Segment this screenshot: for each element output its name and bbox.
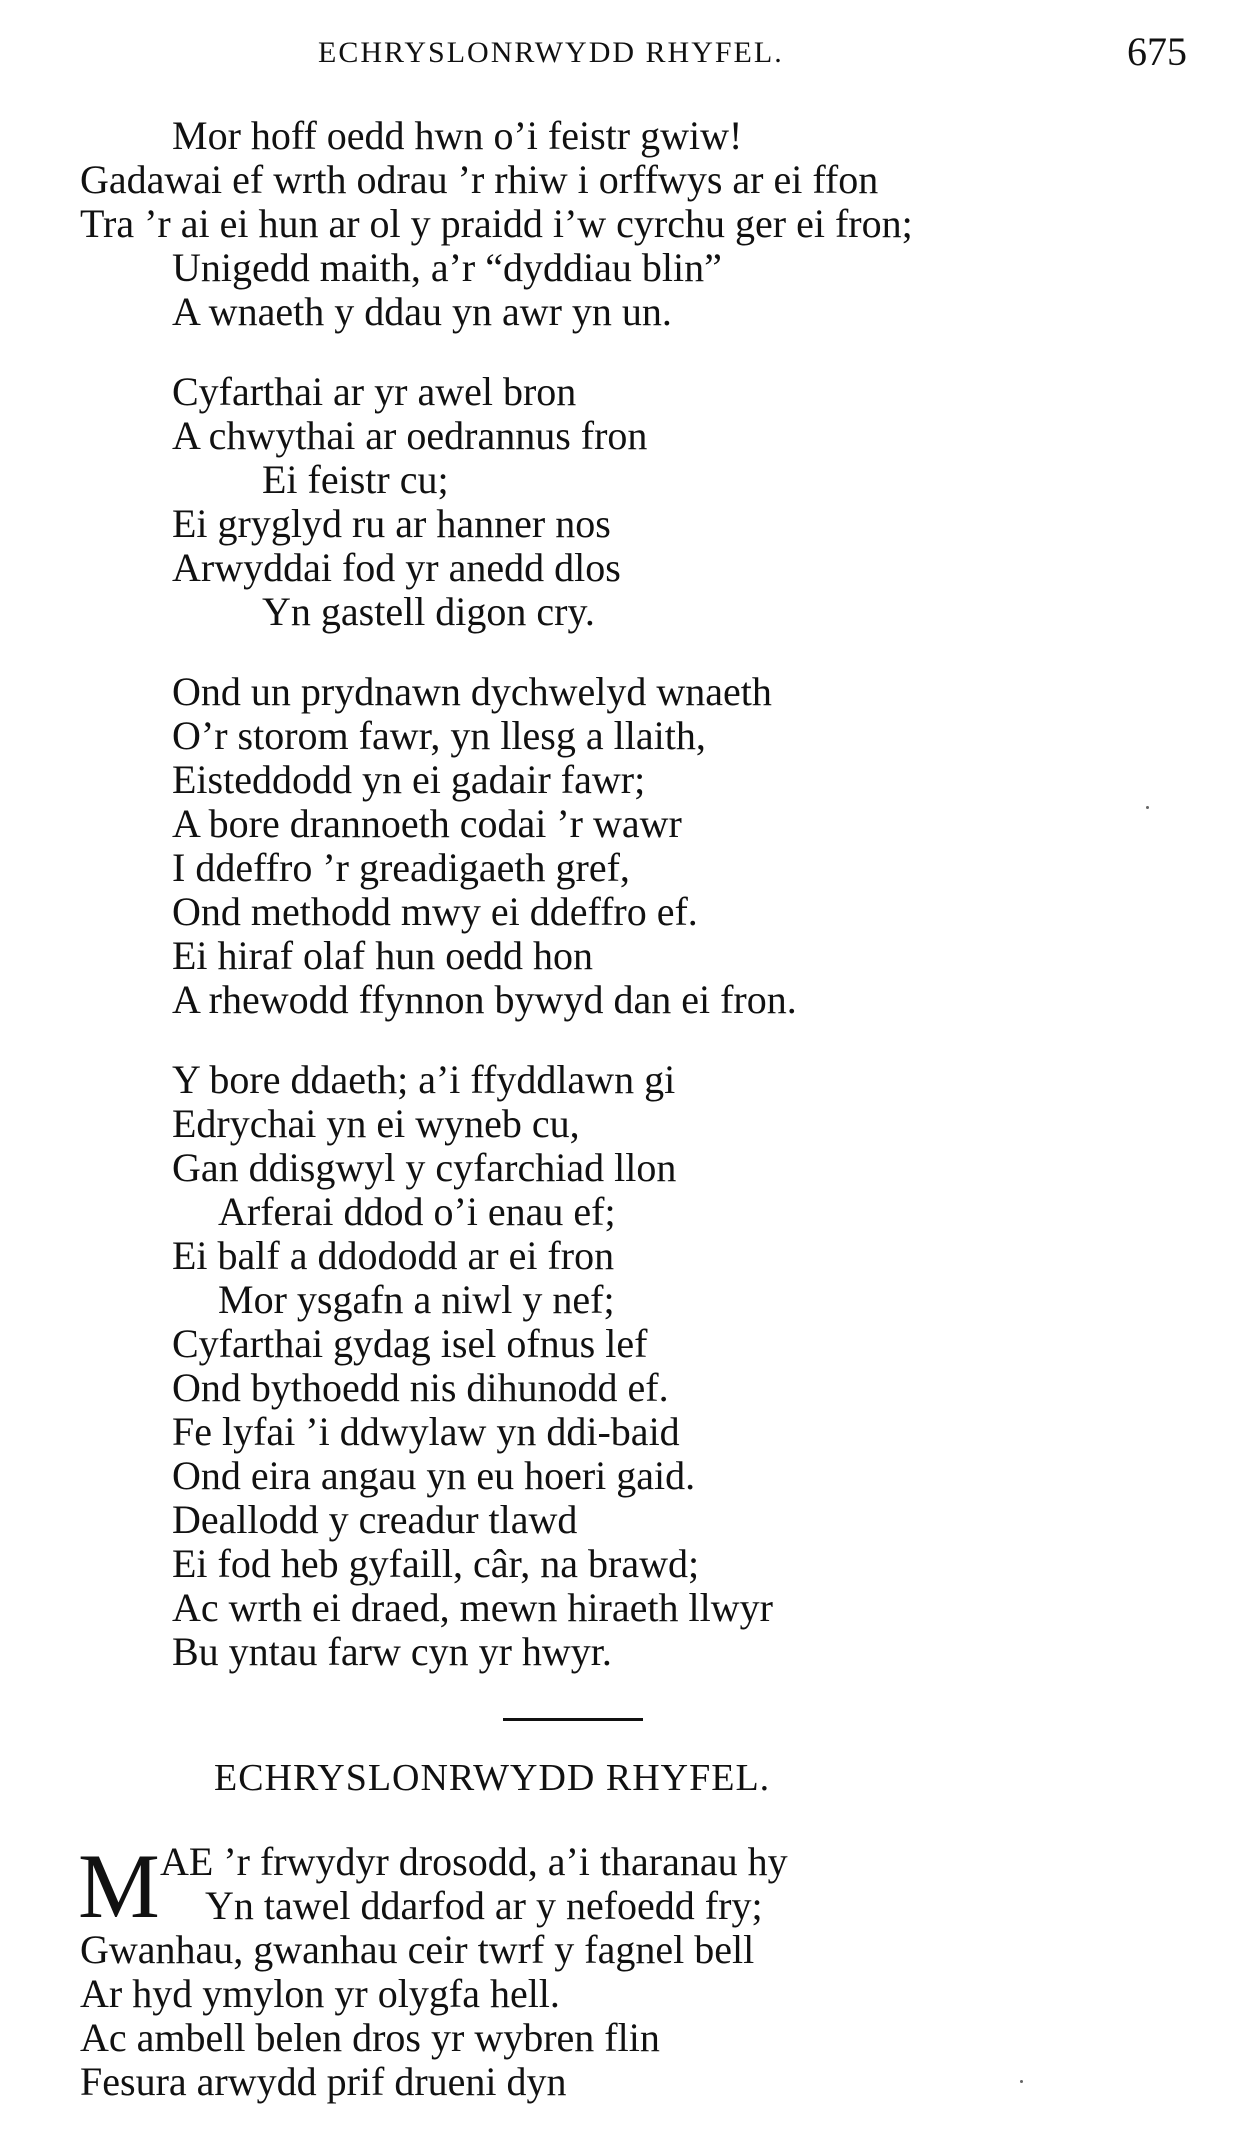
section-divider [503, 1718, 643, 1721]
paper-speck [1146, 806, 1149, 809]
page-number: 675 [1127, 29, 1187, 74]
poem-line: Arwyddai fod yr anedd dlos [172, 545, 621, 590]
paper-speck [1020, 2080, 1023, 2083]
poem-line: Fesura arwydd prif drueni dyn [80, 2059, 567, 2104]
poem-line: Yn tawel ddarfod ar y nefoedd fry; [205, 1883, 763, 1928]
poem-line: Ei fod heb gyfaill, câr, na brawd; [172, 1541, 700, 1586]
poem-title: ECHRYSLONRWYDD RHYFEL. [214, 1757, 771, 1799]
poem-line: Ei gryglyd ru ar hanner nos [172, 501, 611, 546]
poem-line: Yn gastell digon cry. [262, 589, 595, 634]
poem-line: Cyfarthai ar yr awel bron [172, 369, 577, 414]
poem-line: Ac wrth ei draed, mewn hiraeth llwyr [172, 1585, 773, 1630]
poem-line: Eisteddodd yn ei gadair fawr; [172, 757, 646, 802]
poem-line: Ac ambell belen dros yr wybren flin [80, 2015, 660, 2060]
drop-cap: M [78, 1835, 160, 1937]
poem-line: Ar hyd ymylon yr olygfa hell. [80, 1971, 560, 2016]
poem-line: Ei balf a ddododd ar ei fron [172, 1233, 615, 1278]
poem-line: Gadawai ef wrth odrau ’r rhiw i orffwys ar ei ffon [80, 157, 879, 202]
poem-line: Unigedd maith, a’r “dyddiau blin” [172, 245, 722, 290]
poem-line: Tra ’r ai ei hun ar ol y praidd i’w cyrchu ger ei fron; [80, 201, 913, 246]
poem-line: Y bore ddaeth; a’i ffyddlawn gi [172, 1057, 676, 1102]
running-head [0, 28, 1240, 78]
poem-line: Edrychai yn ei wyneb cu, [172, 1101, 580, 1146]
poem-line: Bu yntau farw cyn yr hwyr. [172, 1629, 612, 1674]
poem-line: A wnaeth y ddau yn awr yn un. [172, 289, 672, 334]
poem-line: Arferai ddod o’i enau ef; [218, 1189, 616, 1234]
poem-line: AE ’r frwydyr drosodd, a’i tharanau hy [160, 1839, 788, 1884]
poem-line: I ddeffro ’r greadigaeth gref, [172, 845, 630, 890]
poem-line: Cyfarthai gydag isel ofnus lef [172, 1321, 648, 1366]
poem-line: Ond bythoedd nis dihunodd ef. [172, 1365, 669, 1410]
poem-line: A chwythai ar oedrannus fron [172, 413, 648, 458]
running-title: ECHRYSLONRWYDD RHYFEL. [318, 36, 784, 69]
poem-line: Ei hiraf olaf hun oedd hon [172, 933, 593, 978]
poem-line: A bore drannoeth codai ’r wawr [172, 801, 682, 846]
poem-line: Fe lyfai ’i ddwylaw yn ddi-baid [172, 1409, 680, 1454]
poem-line: Mor hoff oedd hwn o’i feistr gwiw! [172, 113, 743, 158]
poem-line: Ond eira angau yn eu hoeri gaid. [172, 1453, 696, 1498]
poem-line: Gan ddisgwyl y cyfarchiad llon [172, 1145, 677, 1190]
poem-line: Ond un prydnawn dychwelyd wnaeth [172, 669, 772, 714]
poem-line: O’r storom fawr, yn llesg a llaith, [172, 713, 706, 758]
poem-line: Gwanhau, gwanhau ceir twrf y fagnel bell [80, 1927, 755, 1972]
poem-line: A rhewodd ffynnon bywyd dan ei fron. [172, 977, 797, 1022]
poem-line: Deallodd y creadur tlawd [172, 1497, 578, 1542]
poem-line: Ei feistr cu; [262, 457, 449, 502]
poem-line: Mor ysgafn a niwl y nef; [218, 1277, 615, 1322]
poem-line: Ond methodd mwy ei ddeffro ef. [172, 889, 698, 934]
